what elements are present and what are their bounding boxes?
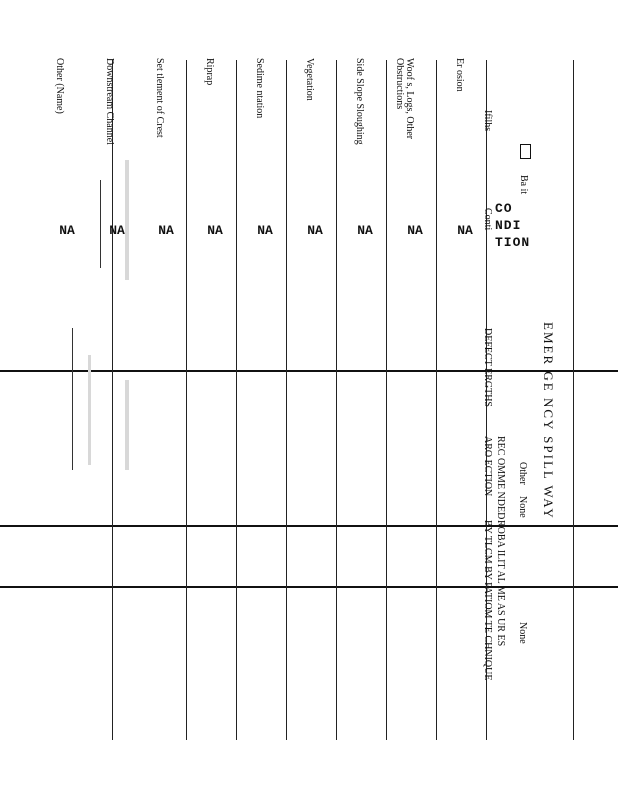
row-label-side-slope: Side Slope Sloughing — [354, 58, 365, 145]
scan-smudge — [125, 380, 129, 470]
row-label-vegetation: Vegetation — [304, 58, 315, 101]
header-defects: DEFECT ERGTHS — [482, 328, 493, 407]
col-divider — [386, 60, 387, 740]
header-measures: ROBA ILIT AL ME AS UR ES — [495, 520, 506, 647]
condition-heading-line: CO — [495, 201, 513, 216]
condition-heading — [495, 200, 530, 251]
row-label-obstructions: Woof s, Logs, Other Obstructions — [394, 58, 415, 140]
header-recommended: REC OMME NDED — [495, 436, 506, 520]
value-riprap[interactable]: NA — [207, 223, 223, 238]
value-settlement[interactable]: NA — [158, 223, 174, 238]
row-label-riprap: Riprap — [204, 58, 215, 86]
scan-smudge — [125, 160, 129, 280]
header-none: None — [517, 496, 528, 518]
condition-heading-line: TION — [495, 235, 531, 250]
row-label-settlement: Set tlement of Crest — [154, 58, 165, 138]
header-action: ARO ECTION — [482, 436, 493, 497]
value-side-slope[interactable]: NA — [357, 223, 373, 238]
header-other: Other — [517, 462, 528, 485]
col-divider — [186, 60, 187, 740]
col-divider — [573, 60, 574, 740]
value-other[interactable]: NA — [59, 223, 75, 238]
row-divider — [0, 370, 618, 372]
row-label-channel: Downstream Channel — [104, 58, 115, 145]
signature-line — [72, 328, 73, 470]
col-divider — [236, 60, 237, 740]
col-divider — [286, 60, 287, 740]
value-obstructions[interactable]: NA — [407, 223, 423, 238]
row-label-sedimentation: Sedime ntation — [254, 58, 265, 119]
value-channel[interactable]: NA — [109, 223, 125, 238]
row-label-other: Other (Name) — [54, 58, 65, 114]
form-title: EMER GE NCY SPILL WAY — [541, 322, 556, 520]
condition-heading-line: NDI — [495, 218, 522, 233]
header-item: Ifilhs — [482, 110, 493, 132]
row-divider — [0, 525, 618, 527]
value-erosion[interactable]: NA — [457, 223, 473, 238]
col-divider — [436, 60, 437, 740]
scan-smudge — [88, 355, 91, 465]
row-divider — [0, 586, 618, 588]
row-label-erosion: Er osion — [454, 58, 465, 92]
header-condition: Conti — [482, 208, 493, 231]
header-good: Ba it — [518, 175, 529, 195]
condition-checkbox[interactable] — [520, 144, 531, 159]
col-divider — [112, 60, 113, 740]
value-vegetation[interactable]: NA — [307, 223, 323, 238]
value-sedimentation[interactable]: NA — [257, 223, 273, 238]
header-technique: BY TLCM BY PATIOM TE CHNIQUE — [482, 520, 493, 681]
col-divider — [336, 60, 337, 740]
header-note: None — [517, 622, 528, 644]
